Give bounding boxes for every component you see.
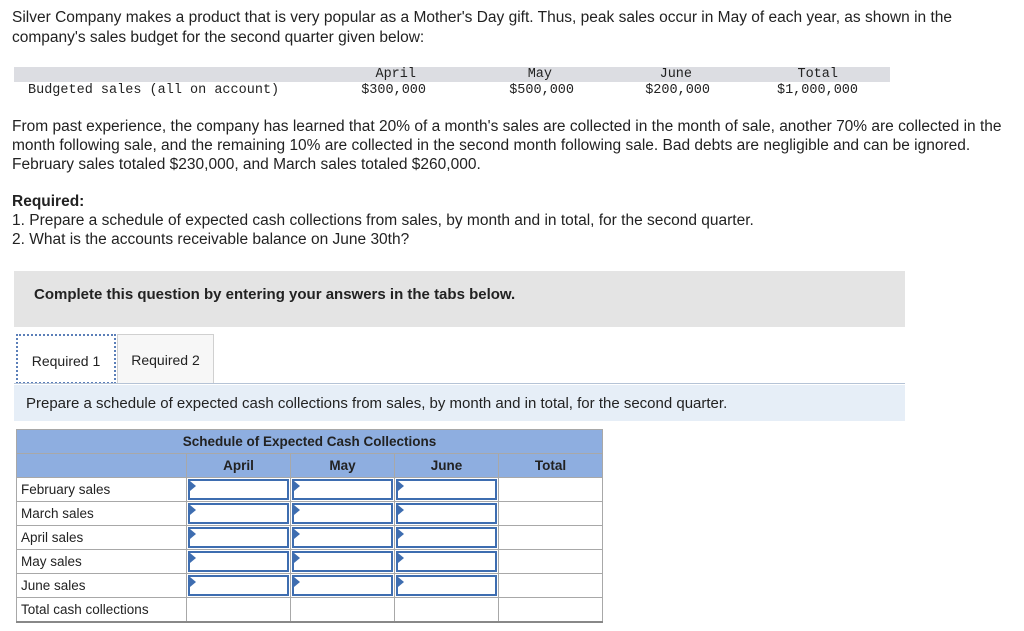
required-item-2: 2. What is the accounts receivable balance on June 30th? — [12, 231, 410, 248]
schedule-header-may: May — [291, 454, 395, 478]
budget-col-june: June — [659, 67, 692, 82]
tab-required-1[interactable]: Required 1 — [16, 334, 116, 384]
tab-instruction: Prepare a schedule of expected cash collections from sales, by month and in total, for the second quarter. — [14, 385, 905, 421]
row-label-march-sales: March sales — [17, 502, 187, 526]
table-row — [17, 526, 603, 550]
input-april-april[interactable] — [188, 527, 289, 548]
input-marker-icon — [398, 577, 404, 587]
input-march-june[interactable] — [396, 503, 497, 524]
intro-text: Silver Company makes a product that is very popular as a Mother's Day gift. Thus, peak sales occur in May of each year, as shown in the company's sales budget for the second quarter given below: — [12, 9, 953, 46]
input-february-june[interactable] — [396, 479, 497, 500]
input-may-april[interactable] — [188, 551, 289, 572]
row-label-april-sales: April sales — [17, 526, 187, 550]
cell-february-total — [499, 478, 603, 502]
row-label-february-sales: February sales — [17, 478, 187, 502]
row-label-may-sales: May sales — [17, 550, 187, 574]
input-marker-icon — [190, 481, 196, 491]
budget-value-june: $200,000 — [645, 83, 710, 98]
input-june-may[interactable] — [292, 575, 393, 596]
schedule-header-june: June — [395, 454, 499, 478]
banner-text: Complete this question by entering your answers in the tabs below. — [34, 286, 516, 303]
input-marker-icon — [398, 505, 404, 515]
required-item-1: 1. Prepare a schedule of expected cash collections from sales, by month and in total, for the second quarter. — [12, 212, 754, 229]
input-february-may[interactable] — [292, 479, 393, 500]
input-marker-icon — [294, 481, 300, 491]
schedule-header-total: Total — [499, 454, 603, 478]
input-may-june[interactable] — [396, 551, 497, 572]
input-marker-icon — [190, 529, 196, 539]
input-marker-icon — [398, 529, 404, 539]
instructions-banner — [14, 271, 905, 327]
experience-text: From past experience, the company has learned that 20% of a month's sales are collected in the month of sale, another 70% are collected in the month following sale, and the remaining 10% are collected in the second month following sale. Bad debts are negligible and can be ignored. February sales totaled $230,000, and March sales totaled $260,000. — [12, 118, 1002, 173]
budget-col-total: Total — [797, 67, 838, 82]
input-marker-icon — [398, 481, 404, 491]
input-april-june[interactable] — [396, 527, 497, 548]
input-marker-icon — [190, 553, 196, 563]
budget-header-band — [14, 67, 890, 82]
input-may-may[interactable] — [292, 551, 393, 572]
budget-col-may: May — [527, 67, 552, 82]
budget-col-april: April — [375, 67, 416, 82]
input-marker-icon — [190, 505, 196, 515]
tab-required-2[interactable]: Required 2 — [117, 334, 214, 384]
cell-total-april — [187, 598, 291, 622]
cell-may-total — [499, 550, 603, 574]
input-marker-icon — [294, 553, 300, 563]
required-title: Required: — [12, 193, 85, 210]
tab-divider — [14, 383, 905, 384]
input-march-april[interactable] — [188, 503, 289, 524]
budget-value-total: $1,000,000 — [776, 83, 858, 98]
cell-total-june — [395, 598, 499, 622]
budget-row-label: Budgeted sales (all on account) — [28, 83, 280, 98]
cell-june-total — [499, 574, 603, 598]
required-section — [12, 192, 1002, 249]
cash-collections-schedule — [16, 429, 603, 623]
budget-value-may: $500,000 — [509, 83, 574, 98]
table-row — [17, 598, 603, 622]
schedule-title: Schedule of Expected Cash Collections — [17, 430, 603, 454]
budget-value-april: $300,000 — [361, 83, 426, 98]
input-marker-icon — [190, 577, 196, 587]
input-june-june[interactable] — [396, 575, 497, 596]
cell-march-total — [499, 502, 603, 526]
table-row — [17, 574, 603, 598]
cell-april-total — [499, 526, 603, 550]
row-label-june-sales: June sales — [17, 574, 187, 598]
cell-total-may — [291, 598, 395, 622]
input-marker-icon — [398, 553, 404, 563]
table-row — [17, 550, 603, 574]
input-marker-icon — [294, 529, 300, 539]
table-row — [17, 478, 603, 502]
row-label-total-cash-collections: Total cash collections — [17, 598, 187, 622]
input-april-may[interactable] — [292, 527, 393, 548]
input-marker-icon — [294, 577, 300, 587]
input-june-april[interactable] — [188, 575, 289, 596]
input-february-april[interactable] — [188, 479, 289, 500]
cell-total-total — [499, 598, 603, 622]
input-march-may[interactable] — [292, 503, 393, 524]
table-row — [17, 502, 603, 526]
schedule-header-april: April — [187, 454, 291, 478]
schedule-header-blank — [17, 454, 187, 478]
input-marker-icon — [294, 505, 300, 515]
